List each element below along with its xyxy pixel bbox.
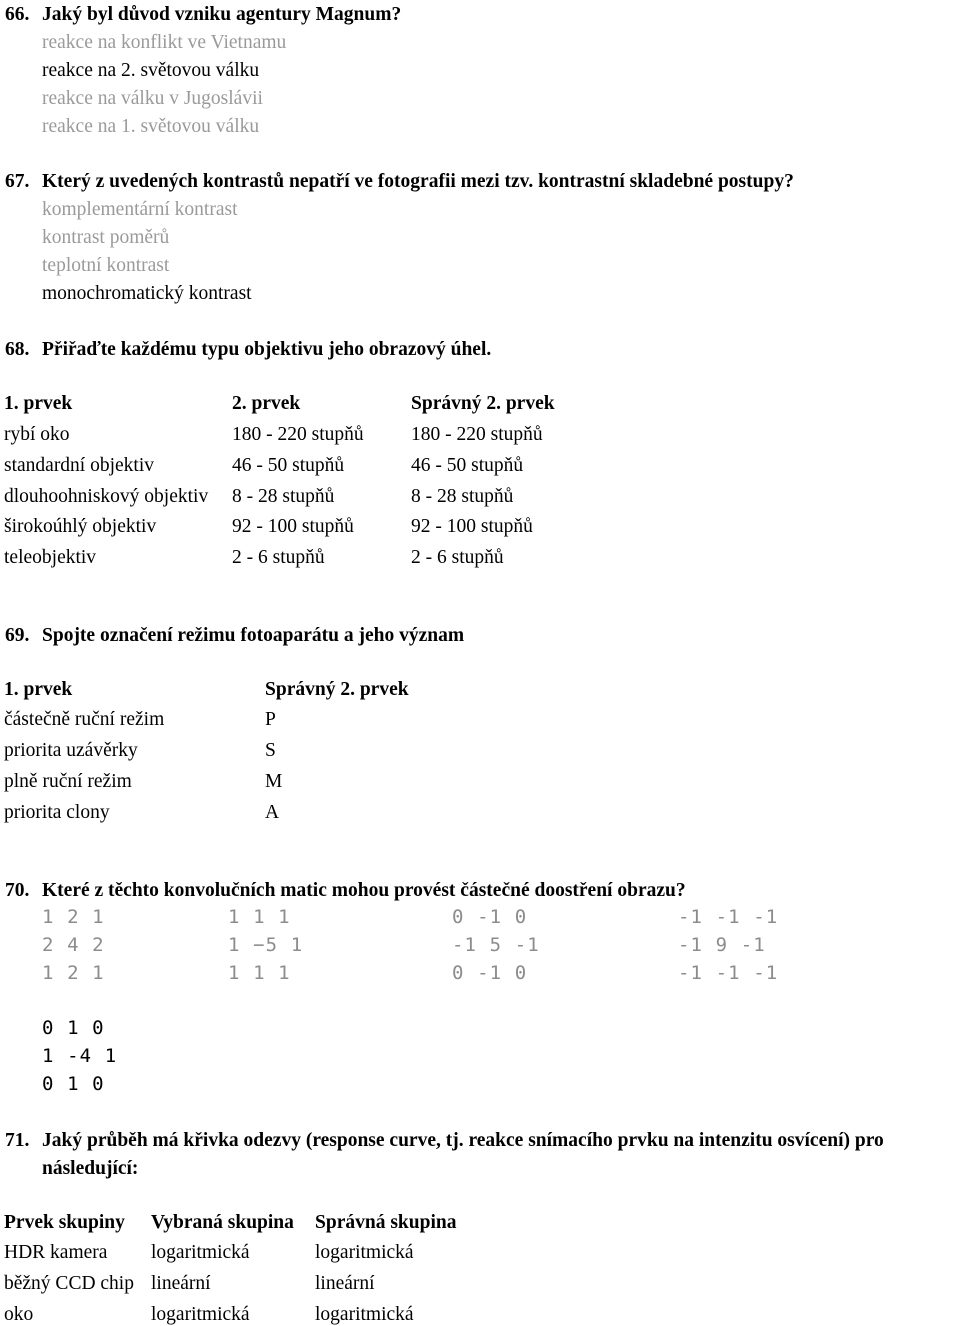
- table-cell: 92 - 100 stupňů: [411, 516, 533, 537]
- matrix-row: 1 2 1: [42, 962, 105, 984]
- question-text: Jaký průběh má křivka odezvy (response curve, tj. reakce snímacího prvku na intenzitu osvícení) pro: [42, 1130, 884, 1151]
- table-header: Vybraná skupina: [151, 1212, 294, 1233]
- question-68: [0, 340, 960, 362]
- question-text-continued: následující:: [42, 1158, 139, 1179]
- question-69: [0, 626, 960, 648]
- question-number: 71.: [5, 1130, 30, 1151]
- table-cell-answer[interactable]: logaritmická: [151, 1242, 250, 1263]
- table-cell-answer[interactable]: logaritmická: [151, 1304, 250, 1325]
- option[interactable]: teplotní kontrast: [42, 255, 170, 276]
- table-header: 1. prvek: [4, 393, 73, 414]
- option[interactable]: reakce na konflikt ve Vietnamu: [42, 32, 287, 53]
- table-header: Správná skupina: [315, 1212, 457, 1233]
- question-text: Které z těchto konvolučních matic mohou provést částečné doostření obrazu?: [42, 880, 686, 901]
- option[interactable]: reakce na 1. světovou válku: [42, 116, 260, 137]
- table-cell: 2 - 6 stupňů: [411, 547, 504, 568]
- question-number: 70.: [5, 880, 30, 901]
- table-cell: částečně ruční režim: [4, 709, 165, 730]
- table-cell: standardní objektiv: [4, 455, 155, 476]
- option[interactable]: komplementární kontrast: [42, 199, 238, 220]
- matrix-row: 0 -1 0: [452, 962, 528, 984]
- table-cell: 46 - 50 stupňů: [411, 455, 524, 476]
- option[interactable]: reakce na válku v Jugoslávii: [42, 88, 263, 109]
- matrix-row: 0 -1 0: [452, 906, 528, 928]
- table-cell: priorita uzávěrky: [4, 740, 138, 761]
- table-cell: oko: [4, 1304, 34, 1325]
- option-selected[interactable]: reakce na 2. světovou válku: [42, 60, 260, 81]
- table-cell: logaritmická: [315, 1242, 414, 1263]
- matrix-row: 1 1 1: [228, 962, 291, 984]
- table-cell-answer[interactable]: 92 - 100 stupňů: [232, 516, 354, 537]
- matrix-row: 1 2 1: [42, 906, 105, 928]
- table-cell-answer[interactable]: 180 - 220 stupňů: [232, 424, 364, 445]
- table-cell-answer[interactable]: lineární: [151, 1273, 211, 1294]
- matrix-row: 1 −5 1: [228, 934, 304, 956]
- table-cell: M: [265, 771, 283, 792]
- table-header: 2. prvek: [232, 393, 301, 414]
- table-cell-answer[interactable]: 8 - 28 stupňů: [232, 486, 335, 507]
- table-cell: teleobjektiv: [4, 547, 97, 568]
- question-text: Který z uvedených kontrastů nepatří ve fotografii mezi tzv. kontrastní skladebné postupy?: [42, 171, 794, 192]
- question-70: [0, 881, 960, 903]
- table-cell: 180 - 220 stupňů: [411, 424, 543, 445]
- table-cell: širokoúhlý objektiv: [4, 516, 157, 537]
- table-cell: běžný CCD chip: [4, 1273, 134, 1294]
- matrix-row: 1 -4 1: [42, 1045, 118, 1067]
- question-number: 66.: [5, 4, 30, 25]
- table-cell: 8 - 28 stupňů: [411, 486, 514, 507]
- table-cell: S: [265, 740, 276, 761]
- table-header: Správný 2. prvek: [411, 393, 555, 414]
- question-text: Přiřaďte každému typu objektivu jeho obrazový úhel.: [42, 339, 492, 360]
- table-cell: dlouhoohniskový objektiv: [4, 486, 209, 507]
- matrix-row: -1 -1 -1: [678, 962, 779, 984]
- option-selected[interactable]: monochromatický kontrast: [42, 283, 252, 304]
- table-cell: lineární: [315, 1273, 375, 1294]
- table-header: 1. prvek: [4, 679, 73, 700]
- table-header: Prvek skupiny: [4, 1212, 125, 1233]
- matrix-row: 1 1 1: [228, 906, 291, 928]
- matrix-row: -1 9 -1: [678, 934, 766, 956]
- table-cell-answer[interactable]: 46 - 50 stupňů: [232, 455, 345, 476]
- matrix-row: -1 -1 -1: [678, 906, 779, 928]
- question-text: Spojte označení režimu fotoaparátu a jeho význam: [42, 625, 465, 646]
- question-67: [0, 172, 960, 194]
- matrix-row: -1 5 -1: [452, 934, 540, 956]
- table-cell: P: [265, 709, 276, 730]
- question-number: 69.: [5, 625, 30, 646]
- option[interactable]: kontrast poměrů: [42, 227, 170, 248]
- question-number: 67.: [5, 171, 30, 192]
- matrix-row: 2 4 2: [42, 934, 105, 956]
- table-cell: plně ruční režim: [4, 771, 132, 792]
- table-cell: rybí oko: [4, 424, 70, 445]
- question-number: 68.: [5, 339, 30, 360]
- question-71: [0, 1131, 960, 1181]
- table-cell: HDR kamera: [4, 1242, 108, 1263]
- table-header: Správný 2. prvek: [265, 679, 409, 700]
- question-text: Jaký byl důvod vzniku agentury Magnum?: [42, 4, 402, 25]
- matrix-row: 0 1 0: [42, 1073, 105, 1095]
- table-cell-answer[interactable]: 2 - 6 stupňů: [232, 547, 325, 568]
- question-66: [0, 5, 960, 27]
- table-cell: logaritmická: [315, 1304, 414, 1325]
- table-cell: A: [265, 802, 280, 823]
- matrix-row: 0 1 0: [42, 1017, 105, 1039]
- table-cell: priorita clony: [4, 802, 110, 823]
